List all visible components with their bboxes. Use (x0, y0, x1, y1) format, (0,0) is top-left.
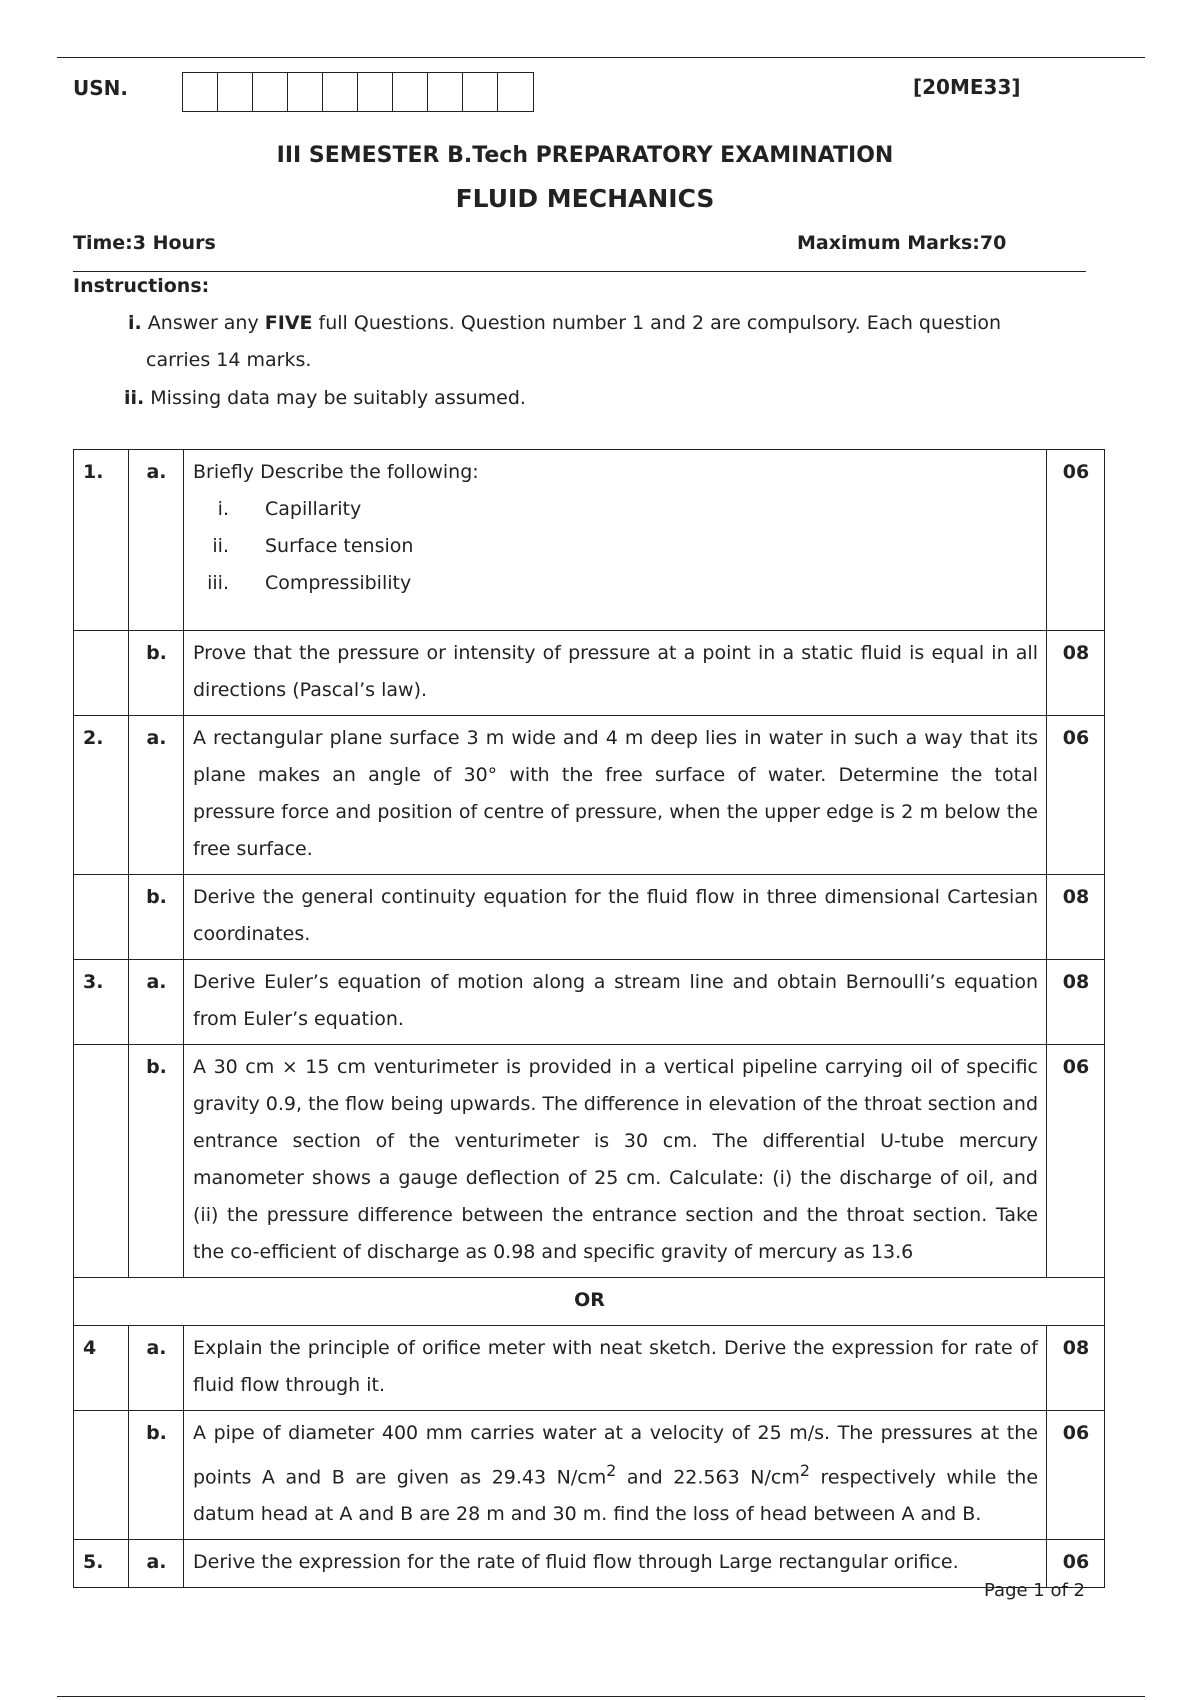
sub-question-label: b. (129, 631, 184, 716)
question-number: 1. (74, 450, 129, 631)
instructions-heading: Instructions: (73, 275, 210, 297)
instruction-number: ii. (124, 387, 145, 409)
list-item (193, 565, 1038, 602)
list-item (193, 491, 1038, 528)
usn-box (253, 73, 288, 111)
instruction-1 (128, 305, 1088, 379)
question-number (74, 631, 129, 716)
instruction-2 (124, 380, 526, 417)
usn-box (358, 73, 393, 111)
list-item-numeral: ii. (212, 535, 229, 557)
bottom-rule (57, 1696, 1145, 1697)
instruction-text: Missing data may be suitably assumed. (144, 387, 526, 409)
usn-box (393, 73, 428, 111)
question-row (74, 1326, 1105, 1411)
question-text: Prove that the pressure or intensity of pressure at a point in a static fluid is equal in all directions (Pascal’s law). (184, 631, 1047, 716)
marks: 06 (1047, 1411, 1105, 1540)
topic-list (193, 491, 1038, 602)
superscript: 2 (799, 1461, 810, 1480)
instruction-emphasis: FIVE (264, 312, 313, 334)
question-row (74, 960, 1105, 1045)
question-text: Derive the general continuity equation for the fluid flow in three dimensional Cartesian coordinates. (184, 875, 1047, 960)
question-number (74, 1045, 129, 1278)
question-row (74, 450, 1105, 631)
question-text: Derive the expression for the rate of fluid flow through Large rectangular orifice. (184, 1540, 1047, 1588)
marks: 08 (1047, 875, 1105, 960)
marks: 08 (1047, 960, 1105, 1045)
question-text (184, 450, 1047, 631)
question-number: 2. (74, 716, 129, 875)
text-part: and 22.563 N/cm (616, 1466, 800, 1489)
question-row (74, 1045, 1105, 1278)
question-row (74, 1540, 1105, 1588)
or-separator: OR (74, 1278, 1105, 1326)
question-row (74, 1411, 1105, 1540)
or-separator-row (74, 1278, 1105, 1326)
instruction-1-line (128, 305, 1088, 342)
maximum-marks: Maximum Marks:70 (797, 232, 1007, 254)
instruction-text: Answer any (141, 312, 265, 334)
question-text: Explain the principle of orifice meter with neat sketch. Derive the expression for rate of fluid flow through it. (184, 1326, 1047, 1411)
subject-title: FLUID MECHANICS (455, 184, 715, 213)
text-part: A pipe of diameter 400 mm carries water at a velocity of 25 m/s. The pressures at the points A and B are given as 29.43 N/cm (193, 1422, 1038, 1489)
usn-box (288, 73, 323, 111)
top-rule (57, 57, 1145, 58)
question-number: 5. (74, 1540, 129, 1588)
marks: 08 (1047, 631, 1105, 716)
usn-box (463, 73, 498, 111)
time-duration: Time:3 Hours (73, 232, 216, 254)
instruction-text: full Questions. Question number 1 and 2 are compulsory. Each question (312, 312, 1002, 334)
marks: 08 (1047, 1326, 1105, 1411)
list-item (193, 528, 1038, 565)
header-rule (73, 271, 1086, 272)
question-text: A 30 cm × 15 cm venturimeter is provided in a vertical pipeline carrying oil of specific gravity 0.9, the flow being upwards. The difference in elevation of the throat section and entrance section of the venturimeter is 30 cm. The differential U-tube mercury manometer shows a gauge deflection of 25 cm. Calculate: (i) the discharge of oil, and (ii) the pressure difference between the entrance section and the throat section. Take the co-efficient of discharge as 0.98 and specific gravity of mercury as 13.6 (184, 1045, 1047, 1278)
question-row (74, 631, 1105, 716)
question-text: A rectangular plane surface 3 m wide and 4 m deep lies in water in such a way that its plane makes an angle of 30° with the free surface of water. Determine the total pressure force and position of centre of pressure, when the upper edge is 2 m below the free surface. (184, 716, 1047, 875)
list-item-numeral: iii. (207, 572, 229, 594)
question-number (74, 1411, 129, 1540)
sub-question-label: a. (129, 450, 184, 631)
questions-table (73, 449, 1105, 1588)
sub-question-label: a. (129, 960, 184, 1045)
usn-box (428, 73, 463, 111)
question-text-intro: Briefly Describe the following: (193, 461, 479, 483)
usn-box (323, 73, 358, 111)
question-number: 3. (74, 960, 129, 1045)
list-item-numeral: i. (217, 498, 229, 520)
instruction-1-continuation: carries 14 marks. (146, 349, 312, 371)
sub-question-label: a. (129, 1540, 184, 1588)
question-row (74, 716, 1105, 875)
instruction-number: i. (128, 312, 142, 334)
usn-box (498, 73, 533, 111)
superscript: 2 (606, 1461, 617, 1480)
page-number: Page 1 of 2 (984, 1580, 1085, 1601)
usn-box (183, 73, 218, 111)
question-text: Derive Euler’s equation of motion along a stream line and obtain Bernoulli’s equation from Euler’s equation. (184, 960, 1047, 1045)
marks: 06 (1047, 716, 1105, 875)
sub-question-label: a. (129, 716, 184, 875)
text-part: respectively while the datum head at A and B are 28 m and 30 m. find the loss of head between A and B. (193, 1466, 1039, 1526)
usn-entry-boxes (182, 72, 534, 112)
usn-box (218, 73, 253, 111)
marks: 06 (1047, 1540, 1105, 1588)
sub-question-label: b. (129, 1045, 184, 1278)
list-item-text: Surface tension (265, 535, 414, 557)
sub-question-label: b. (129, 875, 184, 960)
sub-question-label: a. (129, 1326, 184, 1411)
exam-title: III SEMESTER B.Tech PREPARATORY EXAMINATION (276, 143, 894, 168)
question-text (184, 1411, 1047, 1540)
list-item-text: Compressibility (265, 572, 412, 594)
list-item-text: Capillarity (265, 498, 362, 520)
usn-label: USN. (73, 76, 128, 100)
marks: 06 (1047, 450, 1105, 631)
question-row (74, 875, 1105, 960)
question-number: 4 (74, 1326, 129, 1411)
marks: 06 (1047, 1045, 1105, 1278)
course-code: [20ME33] (913, 75, 1021, 99)
question-number (74, 875, 129, 960)
sub-question-label: b. (129, 1411, 184, 1540)
